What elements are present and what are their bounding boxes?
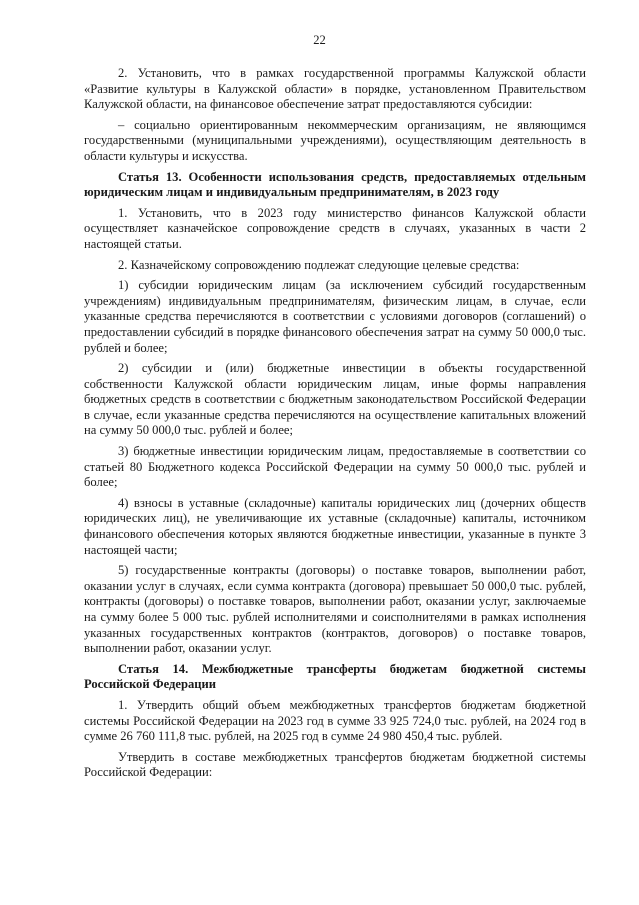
list-item: 4) взносы в уставные (складочные) капиталы юридических лиц (дочерних обществ юридических лиц), не увеличивающие их уставные (складочные) капиталы, источником финансового обеспечения которых являются бюджетные инвестиции, указанные в пункте 3 настоящей части; <box>84 495 586 557</box>
paragraph: Утвердить в составе межбюджетных трансфертов бюджетам бюджетной системы Российской Федерации: <box>84 749 586 780</box>
paragraph: – социально ориентированным некоммерческим организациям, не являющимся государственными (муниципальными учреждениями), осуществляющим деятельность в области культуры и искусства. <box>84 117 586 163</box>
article-14-heading: Статья 14. Межбюджетные трансферты бюджетам бюджетной системы Российской Федерации <box>84 661 586 692</box>
paragraph: 1. Установить, что в 2023 году министерство финансов Калужской области осуществляет казначейское сопровождение средств в случаях, указанных в части 2 настоящей статьи. <box>84 205 586 251</box>
list-item: 2) субсидии и (или) бюджетные инвестиции в объекты государственной собственности Калужской области юридическим лицам, иные формы направления бюджетных средств в соответствии с бюджетным законодательством Российской Федерации в случае, если указанные средства перечисляются на осуществление капитальных вложений на сумму 50 000,0 тыс. рублей и более; <box>84 361 586 438</box>
list-item: 1) субсидии юридическим лицам (за исключением субсидий государственным учреждениям) индивидуальным предпринимателям, физическим лицам, в случае, если указанные средства перечисляются в соответствии с условиями договоров (соглашений) о предоставлении субсидий в порядке финансового обеспечения затрат на сумму 50 000,0 тыс. рублей и более; <box>84 278 586 355</box>
paragraph: 1. Утвердить общий объем межбюджетных трансфертов бюджетам бюджетной системы Российской Федерации на 2023 год в сумме 33 925 724,0 тыс. рублей, на 2024 год в сумме 26 760 111,8 тыс. рублей, на 2025 год в сумме 24 980 450,4 тыс. рублей. <box>84 697 586 744</box>
article-13-heading: Статья 13. Особенности использования средств, предоставляемых отдельным юридическим лицам и индивидуальным предпринимателям, в 2023 году <box>84 169 586 200</box>
list-item: 3) бюджетные инвестиции юридическим лицам, предоставляемые в соответствии со статьей 80 Бюджетного кодекса Российской Федерации на сумму 50 000,0 тыс. рублей и более; <box>84 444 586 490</box>
list-item: 5) государственные контракты (договоры) о поставке товаров, выполнении работ, оказании услуг в случаях, если сумма контракта (договора) превышает 50 000,0 тыс. рублей, контракты (договоры) о поставке товаров, выполнении работ, оказании услуг, заключаемые на сумму более 5 000 тыс. рублей исполнителями и соисполнителями в рамках исполнения указанных государственных контрактов (контрактов, договоров) о поставке товаров, выполнении работ, оказании услуг. <box>84 563 586 656</box>
paragraph: 2. Казначейскому сопровождению подлежат следующие целевые средства: <box>118 257 520 272</box>
page-number: 22 <box>313 33 326 47</box>
paragraph: 2. Установить, что в рамках государственной программы Калужской области «Развитие культуры в Калужской области» в порядке, установленном Правительством Калужской области, на финансовое обеспечение затрат предоставляются субсидии: <box>84 66 586 112</box>
page-content <box>84 66 586 786</box>
